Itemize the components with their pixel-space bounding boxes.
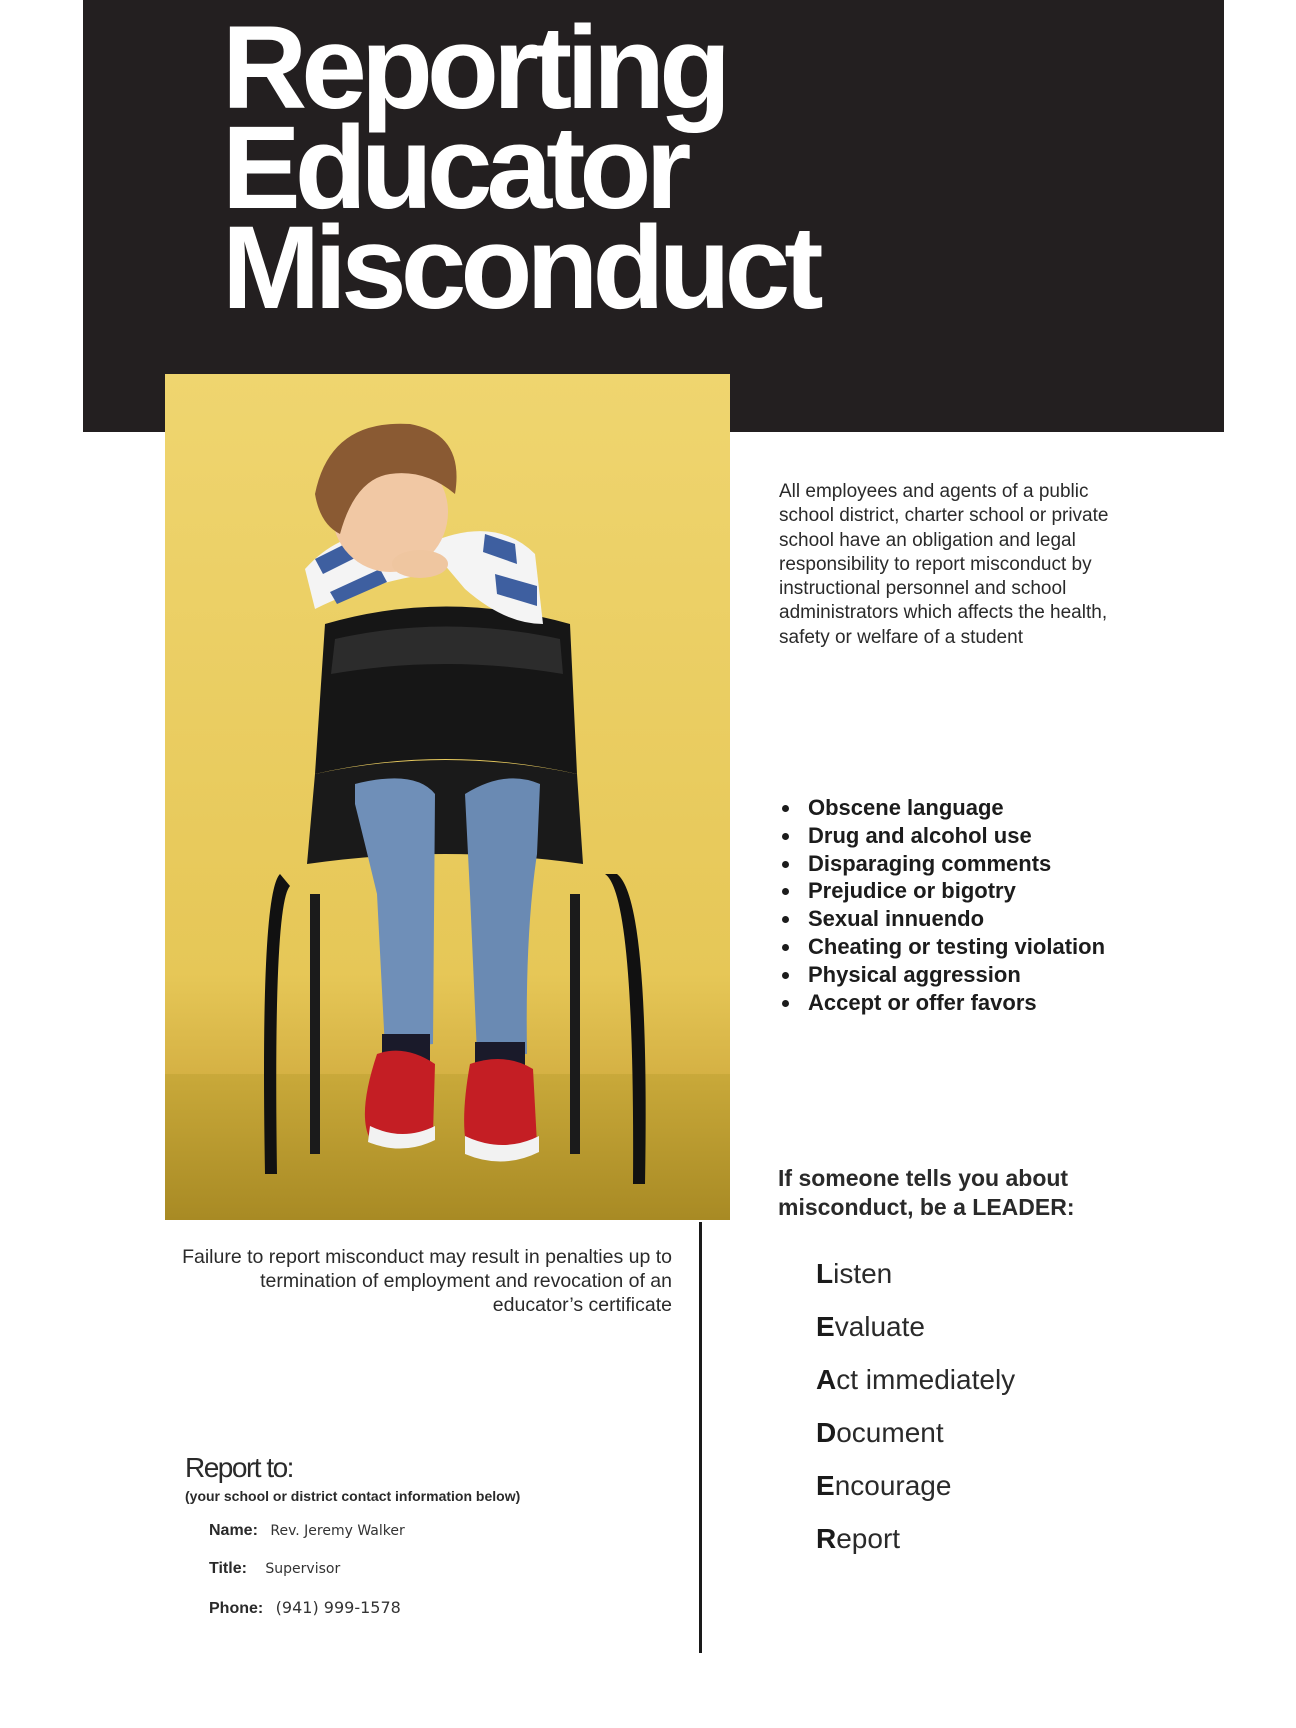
contact-phone-row <box>209 1598 401 1618</box>
leader-step-initial: A <box>816 1364 837 1395</box>
leader-step-rest: isten <box>833 1258 893 1289</box>
contact-phone-label: Phone: <box>209 1600 264 1617</box>
report-to-heading: Report to: <box>185 1452 293 1483</box>
list-item: Drug and alcohol use <box>779 822 1105 850</box>
leader-step-rest: ct immediately <box>836 1364 1016 1395</box>
leader-step-rest: ocument <box>836 1417 944 1448</box>
list-item: Prejudice or bigotry <box>779 877 1105 905</box>
report-to-note: (your school or district contact information below) <box>185 1488 521 1504</box>
penalty-warning: Failure to report misconduct may result in penalties up to termination of employment and revocation of an educator’s certificate <box>182 1246 672 1316</box>
leader-steps <box>816 1258 1015 1576</box>
leader-step-listen <box>816 1258 1015 1311</box>
list-item: Accept or offer favors <box>779 989 1105 1017</box>
contact-phone-value: (941) 999-1578 <box>275 1598 401 1617</box>
leader-step-report <box>816 1523 1015 1576</box>
list-item: Disparaging comments <box>779 850 1105 878</box>
title-line-2: Educator <box>222 102 686 234</box>
misconduct-list <box>779 794 1105 1016</box>
list-item: Obscene language <box>779 794 1105 822</box>
leader-step-rest: valuate <box>834 1311 925 1342</box>
leader-step-initial: E <box>816 1311 835 1342</box>
leader-step-evaluate <box>816 1311 1015 1364</box>
list-item: Cheating or testing violation <box>779 933 1105 961</box>
contact-title-row <box>209 1560 340 1578</box>
contact-name-label: Name: <box>209 1522 258 1539</box>
leader-step-encourage <box>816 1470 1015 1523</box>
poster-title <box>222 2 818 334</box>
column-divider <box>699 1222 702 1653</box>
leader-heading: If someone tells you about misconduct, be a LEADER: <box>778 1165 1075 1220</box>
leader-step-act <box>816 1364 1015 1417</box>
intro-paragraph: All employees and agents of a public school district, charter school or private school have an obligation and legal responsibility to report misconduct by instructional personnel and school administrators which affects the health, safety or welfare of a student <box>779 481 1109 648</box>
leader-step-initial: R <box>816 1523 837 1554</box>
leader-step-rest: ncourage <box>834 1470 952 1501</box>
contact-title-label: Title: <box>209 1560 247 1577</box>
leader-step-document <box>816 1417 1015 1470</box>
child-on-chair-photo <box>165 374 730 1220</box>
leader-step-initial: L <box>816 1258 834 1289</box>
contact-title-value: Supervisor <box>265 1561 341 1577</box>
contact-name-row <box>209 1522 405 1540</box>
title-line-1: Reporting <box>222 2 726 134</box>
leader-step-rest: eport <box>836 1523 901 1554</box>
list-item: Sexual innuendo <box>779 905 1105 933</box>
leader-step-initial: D <box>816 1417 837 1448</box>
contact-name-value: Rev. Jeremy Walker <box>270 1523 405 1539</box>
leader-step-initial: E <box>816 1470 835 1501</box>
list-item: Physical aggression <box>779 961 1105 989</box>
title-line-3: Misconduct <box>222 202 818 334</box>
